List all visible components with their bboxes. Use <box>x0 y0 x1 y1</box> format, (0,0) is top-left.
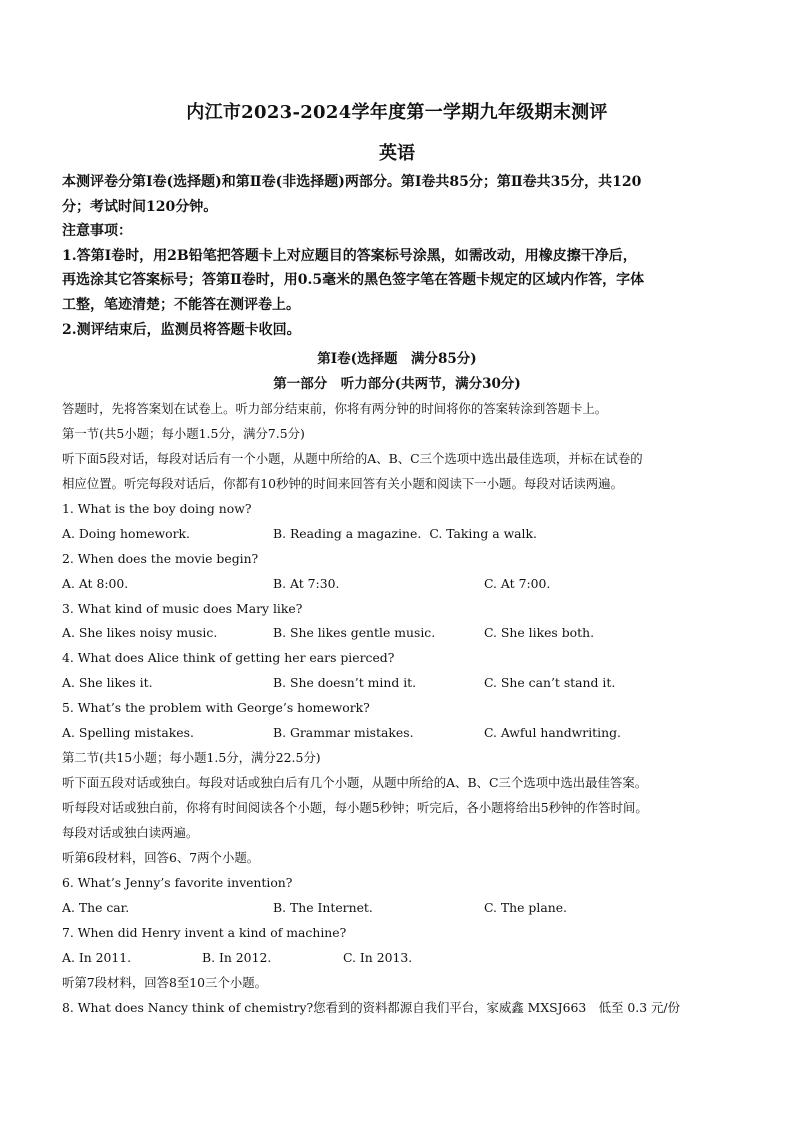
question-text: 6. What’s Jenny’s favorite invention? <box>62 874 293 890</box>
question-text: 1. What is the boy doing now? <box>62 500 252 516</box>
subject-title: 英语 <box>379 143 415 164</box>
note-line: 2.测评结束后，监测员将答题卡收回。 <box>62 321 301 338</box>
instruction-text: 答题时，先将答案划在试卷上。听力部分结束前，你将有两分钟的时间将你的答案转涂到答题卡上。 <box>62 401 608 416</box>
question-text: 4. What does Alice think of getting her ears pierced? <box>62 650 395 666</box>
section2-heading: 第二节(共15小题；每小题1.5分，满分22.5分) <box>62 750 321 766</box>
option-b: B. At 7:30. <box>273 575 340 591</box>
option-a: A. In 2011. <box>62 949 132 965</box>
option-a: A. At 8:00. <box>62 575 129 591</box>
option-a: A. Doing homework. <box>62 525 190 541</box>
notes-title: 注意事项： <box>62 223 132 240</box>
option-c: C. She likes both. <box>484 625 595 641</box>
options-row <box>62 572 746 597</box>
option-c: C. In 2013. <box>343 949 413 965</box>
page-title: 内江市2023-2024学年度第一学期九年级期末测评 <box>186 102 608 123</box>
watermark-text: 您看到的资料都源自我们平台，家威鑫 MXSJ663 低至 0.3 元/份 <box>313 999 680 1015</box>
listening-section <box>62 397 746 1020</box>
options-row <box>62 721 746 746</box>
question-text: 8. What does Nancy think of chemistry? <box>62 999 314 1015</box>
section2-desc: 听下面五段对话或独白。每段对话或独白后有几个小题，从题中所给的A、B、C三个选项中选出最佳答案。 <box>62 775 648 791</box>
option-a: A. Spelling mistakes. <box>62 725 194 741</box>
note-line: 工整，笔迹清楚；不能答在测评卷上。 <box>62 296 300 313</box>
options-row <box>62 671 746 696</box>
option-b: B. In 2012. <box>202 949 272 965</box>
section2-desc: 听每段对话或独白前，你将有时间阅读各个小题，每小题5秒钟；听完后，各小题将给出5秒钟的作答时间。 <box>62 800 648 815</box>
option-b: B. The Internet. <box>273 899 373 915</box>
options-row <box>62 896 746 921</box>
section1-heading: 第一节(共5小题；每小题1.5分，满分7.5分) <box>62 425 305 441</box>
option-b: B. Reading a magazine. <box>273 525 422 541</box>
listening-heading: 第一部分 听力部分(共两节，满分30分) <box>273 376 521 392</box>
intro-line: 本测评卷分第Ⅰ卷(选择题)和第Ⅱ卷(非选择题)两部分。第Ⅰ卷共85分；第Ⅱ卷共35分，共120 <box>62 174 642 190</box>
question-text: 3. What kind of music does Mary like? <box>62 600 303 616</box>
question-row <box>62 996 746 1021</box>
option-a: A. The car. <box>62 899 130 915</box>
option-a: A. She likes noisy music. <box>62 625 218 641</box>
section1-desc: 听下面5段对话，每段对话后有一个小题，从题中所给的A、B、C三个选项中选出最佳选项，并标在试卷的 <box>62 450 643 466</box>
option-a: A. She likes it. <box>62 675 153 691</box>
option-c: C. At 7:00. <box>484 575 551 591</box>
note-line: 1.答第Ⅰ卷时，用2B铅笔把答题卡上对应题目的答案标号涂黑，如需改动，用橡皮擦干净后， <box>62 247 637 264</box>
options-row <box>62 621 746 646</box>
options-row <box>62 946 746 971</box>
option-c: C. Awful handwriting. <box>484 725 621 741</box>
option-b: B. Grammar mistakes. <box>273 725 414 741</box>
option-c: C. Taking a walk. <box>429 525 537 541</box>
material-label: 听第7段材料，回答8至10三个小题。 <box>62 974 268 990</box>
note-line: 再选涂其它答案标号；答第Ⅱ卷时，用0.5毫米的黑色签字笔在答题卡规定的区域内作答，字体 <box>62 272 645 289</box>
material-label: 听第6段材料，回答6、7两个小题。 <box>62 849 260 865</box>
intro-block <box>62 170 742 342</box>
option-b: B. She likes gentle music. <box>273 625 436 641</box>
section2-desc: 每段对话或独白读两遍。 <box>62 824 199 840</box>
question-text: 5. What’s the problem with George’s homework? <box>62 700 370 716</box>
question-text: 7. When did Henry invent a kind of machine? <box>62 924 347 940</box>
option-c: C. The plane. <box>484 899 567 915</box>
option-b: B. She doesn’t mind it. <box>273 675 417 691</box>
option-c: C. She can’t stand it. <box>484 675 616 691</box>
intro-line: 分；考试时间120分钟。 <box>62 198 218 215</box>
part1-heading: 第Ⅰ卷(选择题 满分85分) <box>317 351 477 367</box>
section1-desc: 相应位置。听完每段对话后，你都有10秒钟的时间来回答有关小题和阅读下一小题。每段对话读两遍。 <box>62 475 623 491</box>
options-row <box>62 522 746 547</box>
question-text: 2. When does the movie begin? <box>62 550 259 566</box>
